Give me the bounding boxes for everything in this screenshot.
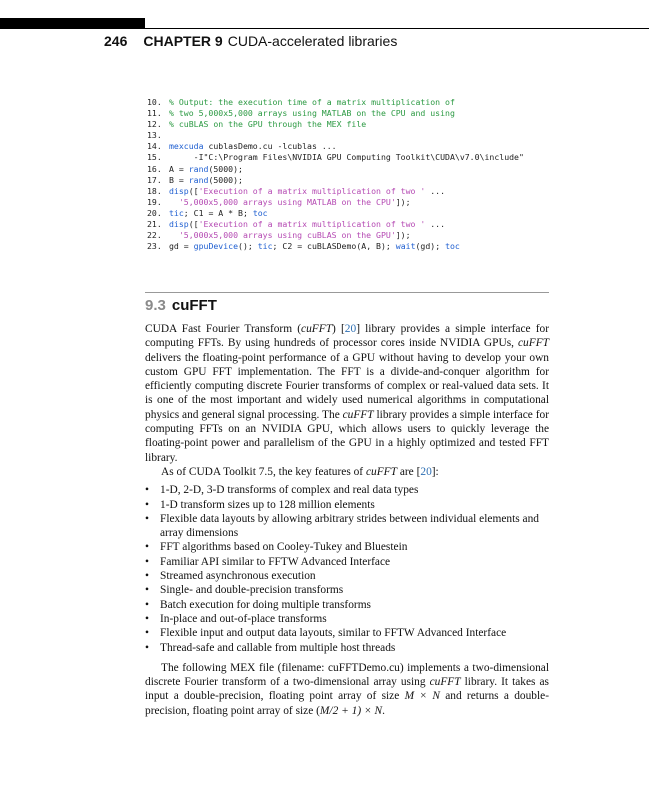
- line-number: 21.: [147, 219, 162, 230]
- header-rule: [145, 28, 649, 29]
- paragraph-features-intro: As of CUDA Toolkit 7.5, the key features of cuFFT are [20]:: [161, 465, 439, 478]
- code-listing: [147, 97, 524, 252]
- code-token: % Output: the execution time of a matrix multiplication of: [169, 97, 455, 107]
- line-number: 16.: [147, 163, 162, 174]
- code-line: [147, 230, 524, 241]
- line-number: 17.: [147, 174, 162, 185]
- paragraph-intro: CUDA Fast Fourier Transform (cuFFT) [20] library provides a simple interface for computing FFTs. By using hundreds of processor cores inside NVIDIA GPUs, cuFFT delivers the floating-point performance of a GPU without having to develop your own custom GPU FFT implementation. The FFT is a divide-and-conquer algorithm for efficiently computing discrete Fourier transforms of complex or real-valued data sets. It is one of the most important and widely used numerical algorithms in computational physics and general signal processing. The cuFFT library provides a simple interface for computing FFTs on an NVIDIA GPU, which allows users to quickly leverage the floating-point power and parallelism of the GPU in a highly optimized and tested FFT library.: [145, 323, 550, 464]
- code-line: [147, 241, 524, 252]
- code-token: '5,000x5,000 arrays using MATLAB on the CPU': [178, 196, 396, 207]
- code-line: [147, 186, 524, 197]
- header-bar: [0, 18, 145, 29]
- line-number: 14.: [147, 141, 162, 152]
- code-token: gpuDevice: [193, 241, 239, 252]
- running-header: [104, 33, 397, 49]
- code-token: ();: [238, 241, 258, 252]
- code-token: ; C1 = A * B;: [183, 207, 253, 218]
- code-line: [147, 164, 524, 175]
- chapter-label: CHAPTER 9: [143, 33, 223, 49]
- code-token: disp: [169, 185, 189, 196]
- feature-list: [145, 483, 549, 655]
- chapter-title: CUDA-accelerated libraries: [227, 33, 398, 49]
- code-token: % cuBLAS on the GPU through the MEX file: [169, 119, 367, 130]
- code-line: [147, 108, 524, 119]
- citation-link[interactable]: 20: [344, 323, 357, 335]
- line-number: 20.: [147, 207, 162, 218]
- section-title: cuFFT: [171, 297, 217, 314]
- code-token: [169, 230, 179, 240]
- code-line: [147, 141, 524, 152]
- line-number: 13.: [147, 130, 162, 141]
- code-token: gd =: [169, 241, 194, 252]
- line-number: 15.: [147, 152, 162, 163]
- list-item: • Single- and double-precision transforms: [145, 583, 549, 597]
- section-number: 9.3: [145, 297, 166, 314]
- code-token: ([: [188, 219, 199, 230]
- list-item: • Flexible input and output data layouts, similar to FFTW Advanced Interface: [145, 626, 549, 640]
- code-token: toc: [252, 207, 268, 218]
- list-item: • Thread-safe and callable from multiple host threads: [145, 641, 549, 655]
- code-token: cublasDemo.cu -lcublas ...: [203, 141, 337, 152]
- code-line: [147, 97, 524, 108]
- paragraph-mex: The following MEX file (filename: cuFFTDemo.cu) implements a two-dimensional discrete Fourier transform of a two-dimensional array using cuFFT library. It takes as input a double-precision, floating point array of size M × N and returns a double-precision, floating point array of size (M/2 + 1) × N.: [145, 661, 549, 717]
- code-token: [169, 197, 179, 207]
- code-token: ; C2 = cuBLASDemo(A, B);: [272, 241, 396, 252]
- code-token: 'Execution of a matrix multiplication of two ': [198, 219, 426, 230]
- list-item: • FFT algorithms based on Cooley-Tukey and Bluestein: [145, 540, 549, 554]
- code-token: '5,000x5,000 arrays using cuBLAS on the GPU': [178, 230, 396, 241]
- code-token: wait: [395, 241, 416, 252]
- code-token: -I"C:\Program Files\NVIDIA GPU Computing Toolkit\CUDA\v7.0\include": [169, 152, 524, 163]
- line-number: 23.: [147, 241, 162, 252]
- line-number: 10.: [147, 97, 162, 107]
- section-heading: [145, 297, 217, 314]
- code-token: (gd);: [415, 241, 446, 252]
- line-number: 22.: [147, 230, 162, 241]
- code-line: [147, 119, 524, 130]
- code-token: B =: [169, 174, 189, 185]
- code-token: toc: [445, 241, 460, 252]
- code-line: [147, 175, 524, 186]
- line-number: 18.: [147, 185, 162, 196]
- code-line: [147, 152, 524, 163]
- body-text: [145, 322, 549, 718]
- citation-link[interactable]: 20: [420, 465, 432, 478]
- code-token: 'Execution of a matrix multiplication of two ': [198, 185, 426, 196]
- line-number: 19.: [147, 196, 162, 207]
- list-item: • Batch execution for doing multiple transforms: [145, 598, 549, 612]
- list-item: • 1-D transform sizes up to 128 million elements: [145, 498, 549, 512]
- code-token: rand: [188, 174, 209, 185]
- list-item: • Familiar API similar to FFTW Advanced Interface: [145, 555, 549, 569]
- code-line: [147, 197, 524, 208]
- code-token: % two 5,000x5,000 arrays using MATLAB on the CPU and using: [169, 108, 455, 119]
- code-line: [147, 130, 524, 141]
- page-number: 246: [104, 33, 128, 49]
- list-item: • 1-D, 2-D, 3-D transforms of complex and real data types: [145, 483, 549, 497]
- code-token: tic: [257, 241, 273, 252]
- code-token: disp: [169, 219, 189, 230]
- code-token: (5000);: [208, 163, 243, 174]
- section-divider: [145, 292, 549, 293]
- code-token: A =: [169, 163, 189, 174]
- code-token: ([: [188, 185, 199, 196]
- list-item: • Flexible data layouts by allowing arbitrary strides between individual elements and array dimensions: [145, 512, 549, 541]
- code-line: [147, 208, 524, 219]
- code-token: (5000);: [208, 174, 243, 185]
- line-number: 11.: [147, 108, 162, 119]
- code-token: ...: [425, 219, 446, 230]
- code-token: rand: [188, 163, 209, 174]
- line-number: 12.: [147, 119, 162, 130]
- code-token: ]);: [395, 196, 411, 207]
- code-line: [147, 219, 524, 230]
- list-item: • Streamed asynchronous execution: [145, 569, 549, 583]
- code-token: tic: [169, 207, 184, 218]
- list-item: • In-place and out-of-place transforms: [145, 612, 549, 626]
- code-token: ...: [425, 185, 446, 196]
- code-token: ]);: [395, 230, 411, 241]
- code-token: mexcuda: [169, 141, 204, 152]
